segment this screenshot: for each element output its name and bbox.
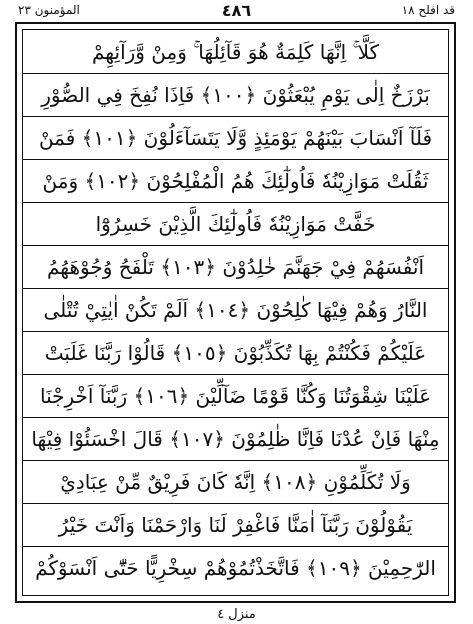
verse-line: كَلَّا ۚ اِنَّهَا كَلِمَةٌ هُوَ قَآئِلُهَا ۚ وَمِنْ وَّرَآئِهِمْ (91, 39, 380, 64)
page-frame (15, 22, 456, 603)
verse-line: خَفَّتْ مَوَازِيْنُهٗ فَاُولٰٓئِكَ الَّذِيْنَ خَسِرُوْٓا (95, 211, 376, 236)
verse-line: ثَقُلَتْ مَوَازِيْنُهٗ فَاُولٰٓئِكَ هُمُ الْمُفْلِحُوْنَ ﴿١٠٢﴾ وَمَنْ (42, 168, 429, 193)
verse-line: بَرْزَخٌ اِلٰی يَوْمِ يُبْعَثُوْنَ ﴿١٠٠﴾ فَاِذَا نُفِخَ فِي الصُّوْرِ (41, 82, 430, 107)
verse-line: وَلَا تُكَلِّمُوْنِ ﴿١٠٨﴾ اِنَّهٗ كَانَ فَرِيْقٌ مِّنْ عِبَادِيْ (60, 469, 411, 494)
verse-line: عَلَيْنَا شِقْوَتُنَا وَكُنَّا قَوْمًا ضَآلِّيْنَ ﴿١٠٦﴾ رَبَّنَآ اَخْرِجْنَا (39, 383, 432, 408)
verse-line: عَلَيْكُمْ فَكُنْتُمْ بِهَا تُكَذِّبُوْنَ ﴿١٠٥﴾ قَالُوْا رَبَّنَا غَلَبَتْ (44, 340, 427, 365)
text-frame (22, 29, 449, 596)
surah-name: المؤمنون ٢٣ (18, 3, 80, 17)
verse-line: الرّٰحِمِيْنَ ﴿١٠٩﴾ فَاتَّخَذْتُمُوْهُمْ سِخْرِيًّا حَتّٰٓی اَنْسَوْكُمْ (35, 555, 436, 580)
verse-line: فَلَآ اَنْسَابَ بَيْنَهُمْ يَوْمَئِذٍ وَّلَا يَتَسَآءَلُوْنَ ﴿١٠١﴾ فَمَنْ (38, 125, 433, 150)
juz-name: قد افلح ١٨ (401, 3, 455, 17)
verse-line: اَنْفُسَهُمْ فِيْ جَهَنَّمَ خٰلِدُوْنَ ﴿١٠٣﴾ تَلْفَحُ وُجُوْهَهُمُ (46, 254, 425, 279)
verse-line: النَّارُ وَهُمْ فِيْهَا كٰلِحُوْنَ ﴿١٠٤﴾ اَلَمْ تَكُنْ اٰيٰتِيْ تُتْلٰی (43, 297, 428, 322)
page-header (16, 2, 457, 20)
verse-line: يَقُوْلُوْنَ رَبَّنَآ اٰمَنَّا فَاغْفِرْ لَنَا وَارْحَمْنَا وَاَنْتَ خَيْرُ (58, 512, 413, 537)
verse-line: مِنْهَا فَاِنْ عُدْنَا فَاِنَّا ظٰلِمُوْنَ ﴿١٠٧﴾ قَالَ اخْسَئُوْا فِيْهَا (31, 426, 440, 451)
verse-lines (23, 30, 448, 595)
page-number: ٤٨٦ (221, 1, 252, 20)
manzil-footer: منزل ٤ (217, 607, 256, 622)
